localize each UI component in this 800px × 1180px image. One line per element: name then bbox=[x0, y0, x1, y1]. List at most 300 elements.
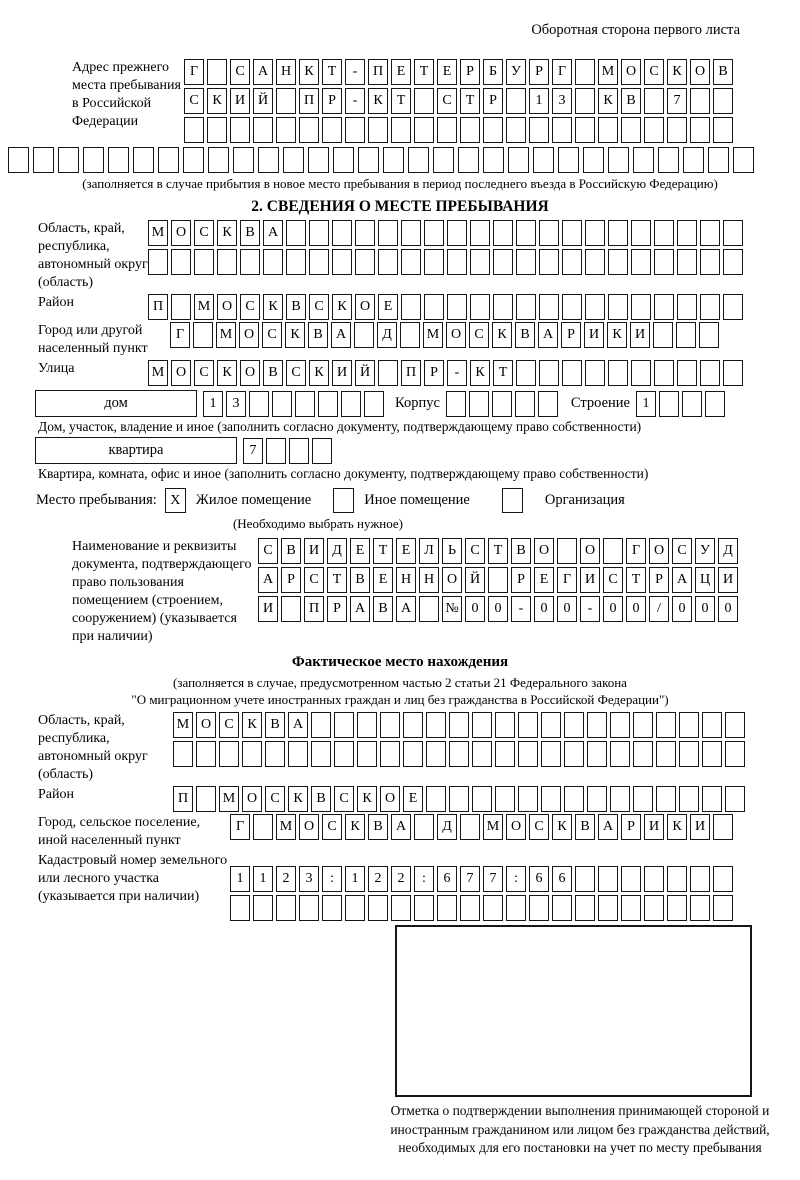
char-cell bbox=[472, 786, 492, 812]
fact-oblast-row bbox=[8, 712, 792, 784]
char-cell: Н bbox=[276, 59, 296, 85]
char-cell bbox=[263, 249, 283, 275]
char-cell bbox=[334, 741, 354, 767]
char-cell bbox=[391, 895, 411, 921]
char-cell bbox=[608, 220, 628, 246]
char-cell bbox=[506, 895, 526, 921]
char-cell bbox=[667, 895, 687, 921]
char-cell: У bbox=[506, 59, 526, 85]
char-cell bbox=[419, 596, 439, 622]
char-cell bbox=[667, 117, 687, 143]
char-cell: В bbox=[511, 538, 531, 564]
char-cell: П bbox=[299, 88, 319, 114]
char-cell bbox=[677, 360, 697, 386]
fact-kadastr-grid-1 bbox=[230, 866, 736, 892]
char-cell bbox=[541, 741, 561, 767]
char-cell bbox=[690, 88, 710, 114]
char-cell: В bbox=[311, 786, 331, 812]
char-cell bbox=[171, 294, 191, 320]
char-cell bbox=[702, 786, 722, 812]
char-cell bbox=[506, 117, 526, 143]
char-cell bbox=[690, 866, 710, 892]
char-cell: К bbox=[242, 712, 262, 738]
char-cell: М bbox=[148, 220, 168, 246]
char-cell: Е bbox=[534, 567, 554, 593]
char-cell: Р bbox=[281, 567, 301, 593]
char-cell: И bbox=[718, 567, 738, 593]
char-cell: К bbox=[263, 294, 283, 320]
char-cell: - bbox=[580, 596, 600, 622]
char-cell bbox=[217, 249, 237, 275]
char-cell: О bbox=[690, 59, 710, 85]
char-cell: В bbox=[263, 360, 283, 386]
char-cell bbox=[424, 249, 444, 275]
char-cell bbox=[656, 786, 676, 812]
char-cell bbox=[345, 895, 365, 921]
char-cell bbox=[679, 741, 699, 767]
char-cell bbox=[233, 147, 254, 173]
char-cell: К bbox=[332, 294, 352, 320]
prev-address-grid-row-2 bbox=[184, 88, 736, 114]
char-cell bbox=[196, 786, 216, 812]
option-organizatsiya-label: Организация bbox=[544, 492, 625, 508]
char-cell bbox=[249, 391, 269, 417]
char-cell bbox=[621, 117, 641, 143]
char-cell bbox=[283, 147, 304, 173]
char-cell: О bbox=[649, 538, 669, 564]
char-cell: Р bbox=[621, 814, 641, 840]
doc-grid-1 bbox=[258, 538, 741, 564]
s2-ulitsa-grid bbox=[148, 360, 746, 386]
char-cell: 7 bbox=[667, 88, 687, 114]
char-cell bbox=[332, 249, 352, 275]
char-cell: 0 bbox=[557, 596, 577, 622]
char-cell: К bbox=[299, 59, 319, 85]
char-cell bbox=[449, 786, 469, 812]
char-cell: О bbox=[242, 786, 262, 812]
checkbox-zhiloe-pomeshchenie: X bbox=[165, 488, 186, 513]
char-cell bbox=[447, 220, 467, 246]
char-cell bbox=[472, 741, 492, 767]
char-cell bbox=[312, 438, 332, 464]
char-cell: 2 bbox=[276, 866, 296, 892]
char-cell bbox=[518, 741, 538, 767]
char-cell: 0 bbox=[465, 596, 485, 622]
char-cell bbox=[633, 712, 653, 738]
char-cell bbox=[723, 360, 743, 386]
char-cell: О bbox=[299, 814, 319, 840]
char-cell: А bbox=[350, 596, 370, 622]
char-cell: С bbox=[265, 786, 285, 812]
char-cell: С bbox=[262, 322, 282, 348]
char-cell: С bbox=[309, 294, 329, 320]
char-cell bbox=[564, 712, 584, 738]
char-cell bbox=[472, 712, 492, 738]
char-cell bbox=[493, 249, 513, 275]
char-cell bbox=[258, 147, 279, 173]
char-cell bbox=[322, 117, 342, 143]
prev-address-grid-row-4 bbox=[8, 147, 792, 173]
char-cell bbox=[608, 360, 628, 386]
char-cell: А bbox=[331, 322, 351, 348]
char-cell: С bbox=[194, 360, 214, 386]
char-cell bbox=[8, 147, 29, 173]
char-cell: С bbox=[219, 712, 239, 738]
char-cell bbox=[667, 866, 687, 892]
char-cell bbox=[677, 294, 697, 320]
char-cell: К bbox=[345, 814, 365, 840]
char-cell bbox=[575, 895, 595, 921]
char-cell bbox=[345, 117, 365, 143]
char-cell bbox=[483, 147, 504, 173]
char-cell: 2 bbox=[368, 866, 388, 892]
s2-oblast-grid-2 bbox=[148, 249, 746, 275]
char-cell bbox=[58, 147, 79, 173]
char-cell: С bbox=[286, 360, 306, 386]
prev-address-note: (заполняется в случае прибытия в новое место пребывания в период последнего въезда в Российскую Федерацию) bbox=[82, 176, 718, 191]
char-cell: О bbox=[580, 538, 600, 564]
char-cell: Е bbox=[378, 294, 398, 320]
char-cell: К bbox=[288, 786, 308, 812]
char-cell bbox=[656, 741, 676, 767]
char-cell bbox=[108, 147, 129, 173]
char-cell bbox=[708, 147, 729, 173]
char-cell: - bbox=[511, 596, 531, 622]
char-cell: С bbox=[437, 88, 457, 114]
char-cell bbox=[539, 360, 559, 386]
char-cell: Р bbox=[561, 322, 581, 348]
char-cell: - bbox=[447, 360, 467, 386]
char-cell: И bbox=[690, 814, 710, 840]
char-cell bbox=[401, 220, 421, 246]
char-cell: М bbox=[598, 59, 618, 85]
char-cell: В bbox=[281, 538, 301, 564]
char-cell bbox=[575, 59, 595, 85]
char-cell: А bbox=[288, 712, 308, 738]
char-cell bbox=[400, 322, 420, 348]
char-cell: О bbox=[380, 786, 400, 812]
checkbox-inoe-pomeshchenie bbox=[333, 488, 354, 513]
char-cell: : bbox=[506, 866, 526, 892]
char-cell: Т bbox=[626, 567, 646, 593]
char-cell: Т bbox=[327, 567, 347, 593]
char-cell bbox=[83, 147, 104, 173]
char-cell: 7 bbox=[483, 866, 503, 892]
char-cell bbox=[272, 391, 292, 417]
char-cell bbox=[378, 360, 398, 386]
char-cell bbox=[515, 391, 535, 417]
char-cell bbox=[702, 741, 722, 767]
char-cell bbox=[676, 322, 696, 348]
char-cell: О bbox=[442, 567, 462, 593]
char-cell: П bbox=[304, 596, 324, 622]
char-cell bbox=[700, 360, 720, 386]
char-cell: В bbox=[515, 322, 535, 348]
char-cell bbox=[171, 249, 191, 275]
char-cell bbox=[230, 895, 250, 921]
char-cell: О bbox=[506, 814, 526, 840]
stamp-area bbox=[388, 925, 772, 1158]
char-cell bbox=[539, 294, 559, 320]
char-cell bbox=[654, 294, 674, 320]
char-cell bbox=[699, 322, 719, 348]
char-cell bbox=[308, 147, 329, 173]
char-cell bbox=[518, 712, 538, 738]
char-cell bbox=[644, 895, 664, 921]
char-cell: Р bbox=[483, 88, 503, 114]
kvartira-grid bbox=[243, 438, 335, 464]
char-cell bbox=[552, 117, 572, 143]
char-cell bbox=[654, 220, 674, 246]
char-cell bbox=[598, 117, 618, 143]
char-cell bbox=[539, 220, 559, 246]
char-cell: С bbox=[230, 59, 250, 85]
char-cell bbox=[424, 220, 444, 246]
char-cell bbox=[242, 741, 262, 767]
s2-raion-label: Район bbox=[38, 295, 74, 310]
stamp-box bbox=[395, 925, 752, 1097]
char-cell: Е bbox=[350, 538, 370, 564]
prev-address-label: Адрес прежнего места пребывания в Российской Федерации bbox=[72, 60, 181, 129]
char-cell bbox=[654, 249, 674, 275]
char-cell: К bbox=[285, 322, 305, 348]
char-cell bbox=[458, 147, 479, 173]
fact-note-2: "О миграционном учете иностранных граждан и лиц без гражданства в Российской Федерации") bbox=[131, 692, 669, 707]
char-cell bbox=[659, 391, 679, 417]
checkbox-organizatsiya bbox=[502, 488, 523, 513]
char-cell bbox=[493, 294, 513, 320]
char-cell: П bbox=[148, 294, 168, 320]
s2-raion-grid bbox=[148, 294, 746, 320]
char-cell bbox=[414, 88, 434, 114]
char-cell: Т bbox=[373, 538, 393, 564]
char-cell bbox=[585, 220, 605, 246]
char-cell bbox=[598, 895, 618, 921]
korpus-grid bbox=[446, 391, 561, 417]
char-cell: О bbox=[534, 538, 554, 564]
char-cell: Р bbox=[424, 360, 444, 386]
char-cell: С bbox=[603, 567, 623, 593]
char-cell bbox=[631, 249, 651, 275]
char-cell: И bbox=[258, 596, 278, 622]
char-cell: Д bbox=[718, 538, 738, 564]
char-cell bbox=[378, 249, 398, 275]
char-cell bbox=[564, 786, 584, 812]
char-cell bbox=[633, 786, 653, 812]
char-cell: У bbox=[695, 538, 715, 564]
char-cell bbox=[562, 294, 582, 320]
korpus-label: Корпус bbox=[395, 395, 440, 411]
char-cell bbox=[492, 391, 512, 417]
mesto-note: (Необходимо выбрать нужное) bbox=[232, 516, 404, 531]
char-cell bbox=[193, 322, 213, 348]
char-cell bbox=[562, 360, 582, 386]
char-cell bbox=[401, 249, 421, 275]
char-cell: И bbox=[304, 538, 324, 564]
char-cell: В bbox=[621, 88, 641, 114]
option-inoe-label: Иное помещение bbox=[364, 492, 470, 508]
char-cell bbox=[723, 294, 743, 320]
char-cell bbox=[495, 712, 515, 738]
char-cell bbox=[654, 360, 674, 386]
char-cell: В bbox=[286, 294, 306, 320]
char-cell bbox=[219, 741, 239, 767]
char-cell: И bbox=[584, 322, 604, 348]
s2-dom-row bbox=[8, 390, 792, 417]
char-cell bbox=[575, 88, 595, 114]
char-cell: И bbox=[644, 814, 664, 840]
char-cell: 6 bbox=[529, 866, 549, 892]
char-cell: К bbox=[357, 786, 377, 812]
prev-address-grid-row-1 bbox=[184, 59, 736, 85]
char-cell bbox=[700, 220, 720, 246]
char-cell: Е bbox=[403, 786, 423, 812]
char-cell bbox=[253, 895, 273, 921]
char-cell: 3 bbox=[552, 88, 572, 114]
char-cell bbox=[583, 147, 604, 173]
s2-ulitsa-row bbox=[8, 360, 792, 386]
char-cell: : bbox=[414, 866, 434, 892]
char-cell: С bbox=[334, 786, 354, 812]
char-cell bbox=[587, 741, 607, 767]
char-cell: 7 bbox=[243, 438, 263, 464]
char-cell: А bbox=[253, 59, 273, 85]
char-cell bbox=[621, 895, 641, 921]
char-cell bbox=[414, 117, 434, 143]
char-cell: С bbox=[184, 88, 204, 114]
char-cell bbox=[541, 786, 561, 812]
char-cell: В bbox=[575, 814, 595, 840]
char-cell bbox=[311, 741, 331, 767]
char-cell: 6 bbox=[552, 866, 572, 892]
char-cell: С bbox=[304, 567, 324, 593]
char-cell bbox=[723, 249, 743, 275]
char-cell bbox=[470, 220, 490, 246]
char-cell: П bbox=[368, 59, 388, 85]
char-cell: К bbox=[667, 59, 687, 85]
kvartira-note: Квартира, комната, офис и иное (заполнить согласно документу, подтверждающему право собственности) bbox=[38, 466, 649, 481]
char-cell bbox=[683, 147, 704, 173]
char-cell: П bbox=[173, 786, 193, 812]
char-cell bbox=[383, 147, 404, 173]
char-cell bbox=[516, 360, 536, 386]
char-cell bbox=[608, 249, 628, 275]
char-cell bbox=[733, 147, 754, 173]
char-cell bbox=[713, 895, 733, 921]
fact-note-1: (заполняется в случае, предусмотренном частью 2 статьи 21 Федерального закона bbox=[173, 675, 627, 690]
char-cell: С bbox=[322, 814, 342, 840]
char-cell: 7 bbox=[460, 866, 480, 892]
char-cell: М bbox=[423, 322, 443, 348]
char-cell: 1 bbox=[203, 391, 223, 417]
prev-address-grid-row-3 bbox=[184, 117, 736, 143]
char-cell bbox=[265, 741, 285, 767]
char-cell bbox=[506, 88, 526, 114]
char-cell bbox=[253, 814, 273, 840]
char-cell bbox=[334, 712, 354, 738]
char-cell: Л bbox=[419, 538, 439, 564]
char-cell bbox=[700, 249, 720, 275]
char-cell: С bbox=[258, 538, 278, 564]
doc-row bbox=[8, 538, 792, 646]
char-cell: 0 bbox=[672, 596, 692, 622]
char-cell: А bbox=[672, 567, 692, 593]
option-zhiloe-label: Жилое помещение bbox=[195, 492, 312, 508]
char-cell: О bbox=[621, 59, 641, 85]
char-cell bbox=[533, 147, 554, 173]
char-cell bbox=[483, 117, 503, 143]
char-cell: Ь bbox=[442, 538, 462, 564]
char-cell bbox=[148, 249, 168, 275]
char-cell: 6 bbox=[437, 866, 457, 892]
char-cell: Е bbox=[396, 538, 416, 564]
char-cell: Т bbox=[488, 538, 508, 564]
char-cell: И bbox=[580, 567, 600, 593]
char-cell bbox=[355, 249, 375, 275]
fact-gorod-grid bbox=[230, 814, 736, 840]
char-cell: К bbox=[552, 814, 572, 840]
fact-gorod-row bbox=[8, 814, 792, 850]
char-cell bbox=[516, 249, 536, 275]
char-cell bbox=[358, 147, 379, 173]
char-cell bbox=[644, 117, 664, 143]
char-cell: № bbox=[442, 596, 462, 622]
char-cell bbox=[281, 596, 301, 622]
char-cell bbox=[289, 438, 309, 464]
char-cell: И bbox=[630, 322, 650, 348]
char-cell: : bbox=[322, 866, 342, 892]
fact-kadastr-label: Кадастровый номер земельного или лесного участка (указывается при наличии) bbox=[38, 853, 228, 904]
char-cell: А bbox=[598, 814, 618, 840]
char-cell: Т bbox=[391, 88, 411, 114]
char-cell bbox=[322, 895, 342, 921]
char-cell: К bbox=[207, 88, 227, 114]
s2-oblast-grid-1 bbox=[148, 220, 746, 246]
char-cell: Г bbox=[626, 538, 646, 564]
doc-grid-2 bbox=[258, 567, 741, 593]
char-cell: В bbox=[368, 814, 388, 840]
char-cell bbox=[286, 249, 306, 275]
char-cell bbox=[470, 294, 490, 320]
char-cell: К bbox=[217, 220, 237, 246]
char-cell: М bbox=[194, 294, 214, 320]
char-cell bbox=[449, 741, 469, 767]
char-cell bbox=[380, 741, 400, 767]
char-cell: К bbox=[217, 360, 237, 386]
fact-kadastr-row bbox=[8, 852, 792, 921]
char-cell: И bbox=[332, 360, 352, 386]
char-cell bbox=[713, 866, 733, 892]
char-cell: 0 bbox=[534, 596, 554, 622]
char-cell: Е bbox=[437, 59, 457, 85]
char-cell bbox=[311, 712, 331, 738]
char-cell bbox=[276, 895, 296, 921]
char-cell bbox=[644, 866, 664, 892]
char-cell: 0 bbox=[603, 596, 623, 622]
char-cell bbox=[598, 866, 618, 892]
char-cell: И bbox=[230, 88, 250, 114]
fact-gorod-label: Город, сельское поселение, иной населенный пункт bbox=[38, 815, 201, 848]
char-cell: А bbox=[396, 596, 416, 622]
char-cell bbox=[508, 147, 529, 173]
char-cell bbox=[725, 741, 745, 767]
char-cell: М bbox=[483, 814, 503, 840]
char-cell bbox=[470, 249, 490, 275]
char-cell: Й bbox=[355, 360, 375, 386]
char-cell bbox=[266, 438, 286, 464]
char-cell bbox=[564, 741, 584, 767]
char-cell bbox=[433, 147, 454, 173]
